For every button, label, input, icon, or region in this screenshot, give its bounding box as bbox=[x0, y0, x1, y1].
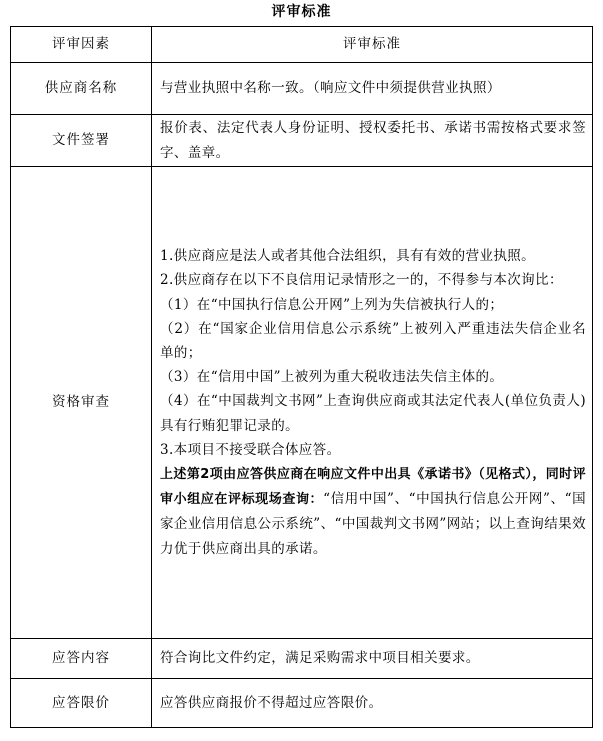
table-row bbox=[11, 63, 593, 115]
page-title: 评审标准 bbox=[271, 4, 332, 20]
table-header-row bbox=[11, 27, 593, 63]
row-standard-document-signing: 报价表、法定代表人身份证明、授权委托书、承诺书需按格式要求签字、盖章。 bbox=[152, 115, 593, 167]
row-factor-response-content: 应答内容 bbox=[11, 639, 152, 679]
row-standard-response-content: 符合询比文件约定，满足采购需求中项目相关要求。 bbox=[152, 639, 593, 679]
evaluation-criteria-table bbox=[10, 26, 593, 728]
qualification-line: 2.供应商存在以下不良信用记录情形之一的，不得参与本次询比： bbox=[160, 272, 563, 289]
row-standard-qualification bbox=[152, 167, 593, 639]
qualification-line: 3.本项目不接受联合体应答。 bbox=[160, 441, 341, 458]
table-row bbox=[11, 167, 593, 639]
qualification-line: 1.供应商应是法人或者其他合法组织，具有有效的营业执照。 bbox=[160, 248, 536, 265]
header-factor: 评审因素 bbox=[11, 27, 152, 63]
qualification-line: （4）在“中国裁判文书网”上查询供应商或其法定代表人(单位负责人)具有行贿犯罪记录的。 bbox=[160, 393, 586, 434]
qualification-line: （2）在“国家企业信用信息公示系统”上被列入严重违法失信企业名单的； bbox=[160, 320, 586, 361]
table-row bbox=[11, 115, 593, 167]
row-factor-supplier-name: 供应商名称 bbox=[11, 63, 152, 115]
qualification-note bbox=[160, 462, 586, 561]
table-row bbox=[11, 679, 593, 728]
row-standard-supplier-name: 与营业执照中名称一致。（响应文件中须提供营业执照） bbox=[152, 63, 593, 115]
row-factor-price-limit: 应答限价 bbox=[11, 679, 152, 728]
row-factor-qualification: 资格审查 bbox=[11, 167, 152, 639]
row-factor-document-signing: 文件签署 bbox=[11, 115, 152, 167]
row-standard-price-limit: 应答供应商报价不得超过应答限价。 bbox=[152, 679, 593, 728]
qualification-note-bold: 上述第2项由应答供应商在响应文件中出具《承诺书》（见格式），同时评审小组应在评标现场查询： bbox=[160, 467, 586, 508]
qualification-note-normal: “信用中国”、“中国执行信息公开网”、“国家企业信用信息公示系统”、“中国裁判文书网”网站；以上查询结果效力优于供应商出具的承诺。 bbox=[160, 491, 586, 557]
header-standard: 评审标准 bbox=[152, 27, 593, 63]
qualification-line: （3）在“信用中国”上被列为重大税收违法失信主体的。 bbox=[160, 369, 504, 386]
table-row bbox=[11, 639, 593, 679]
qualification-line: （1）在“中国执行信息公开网”上列为失信被执行人的； bbox=[160, 296, 504, 313]
